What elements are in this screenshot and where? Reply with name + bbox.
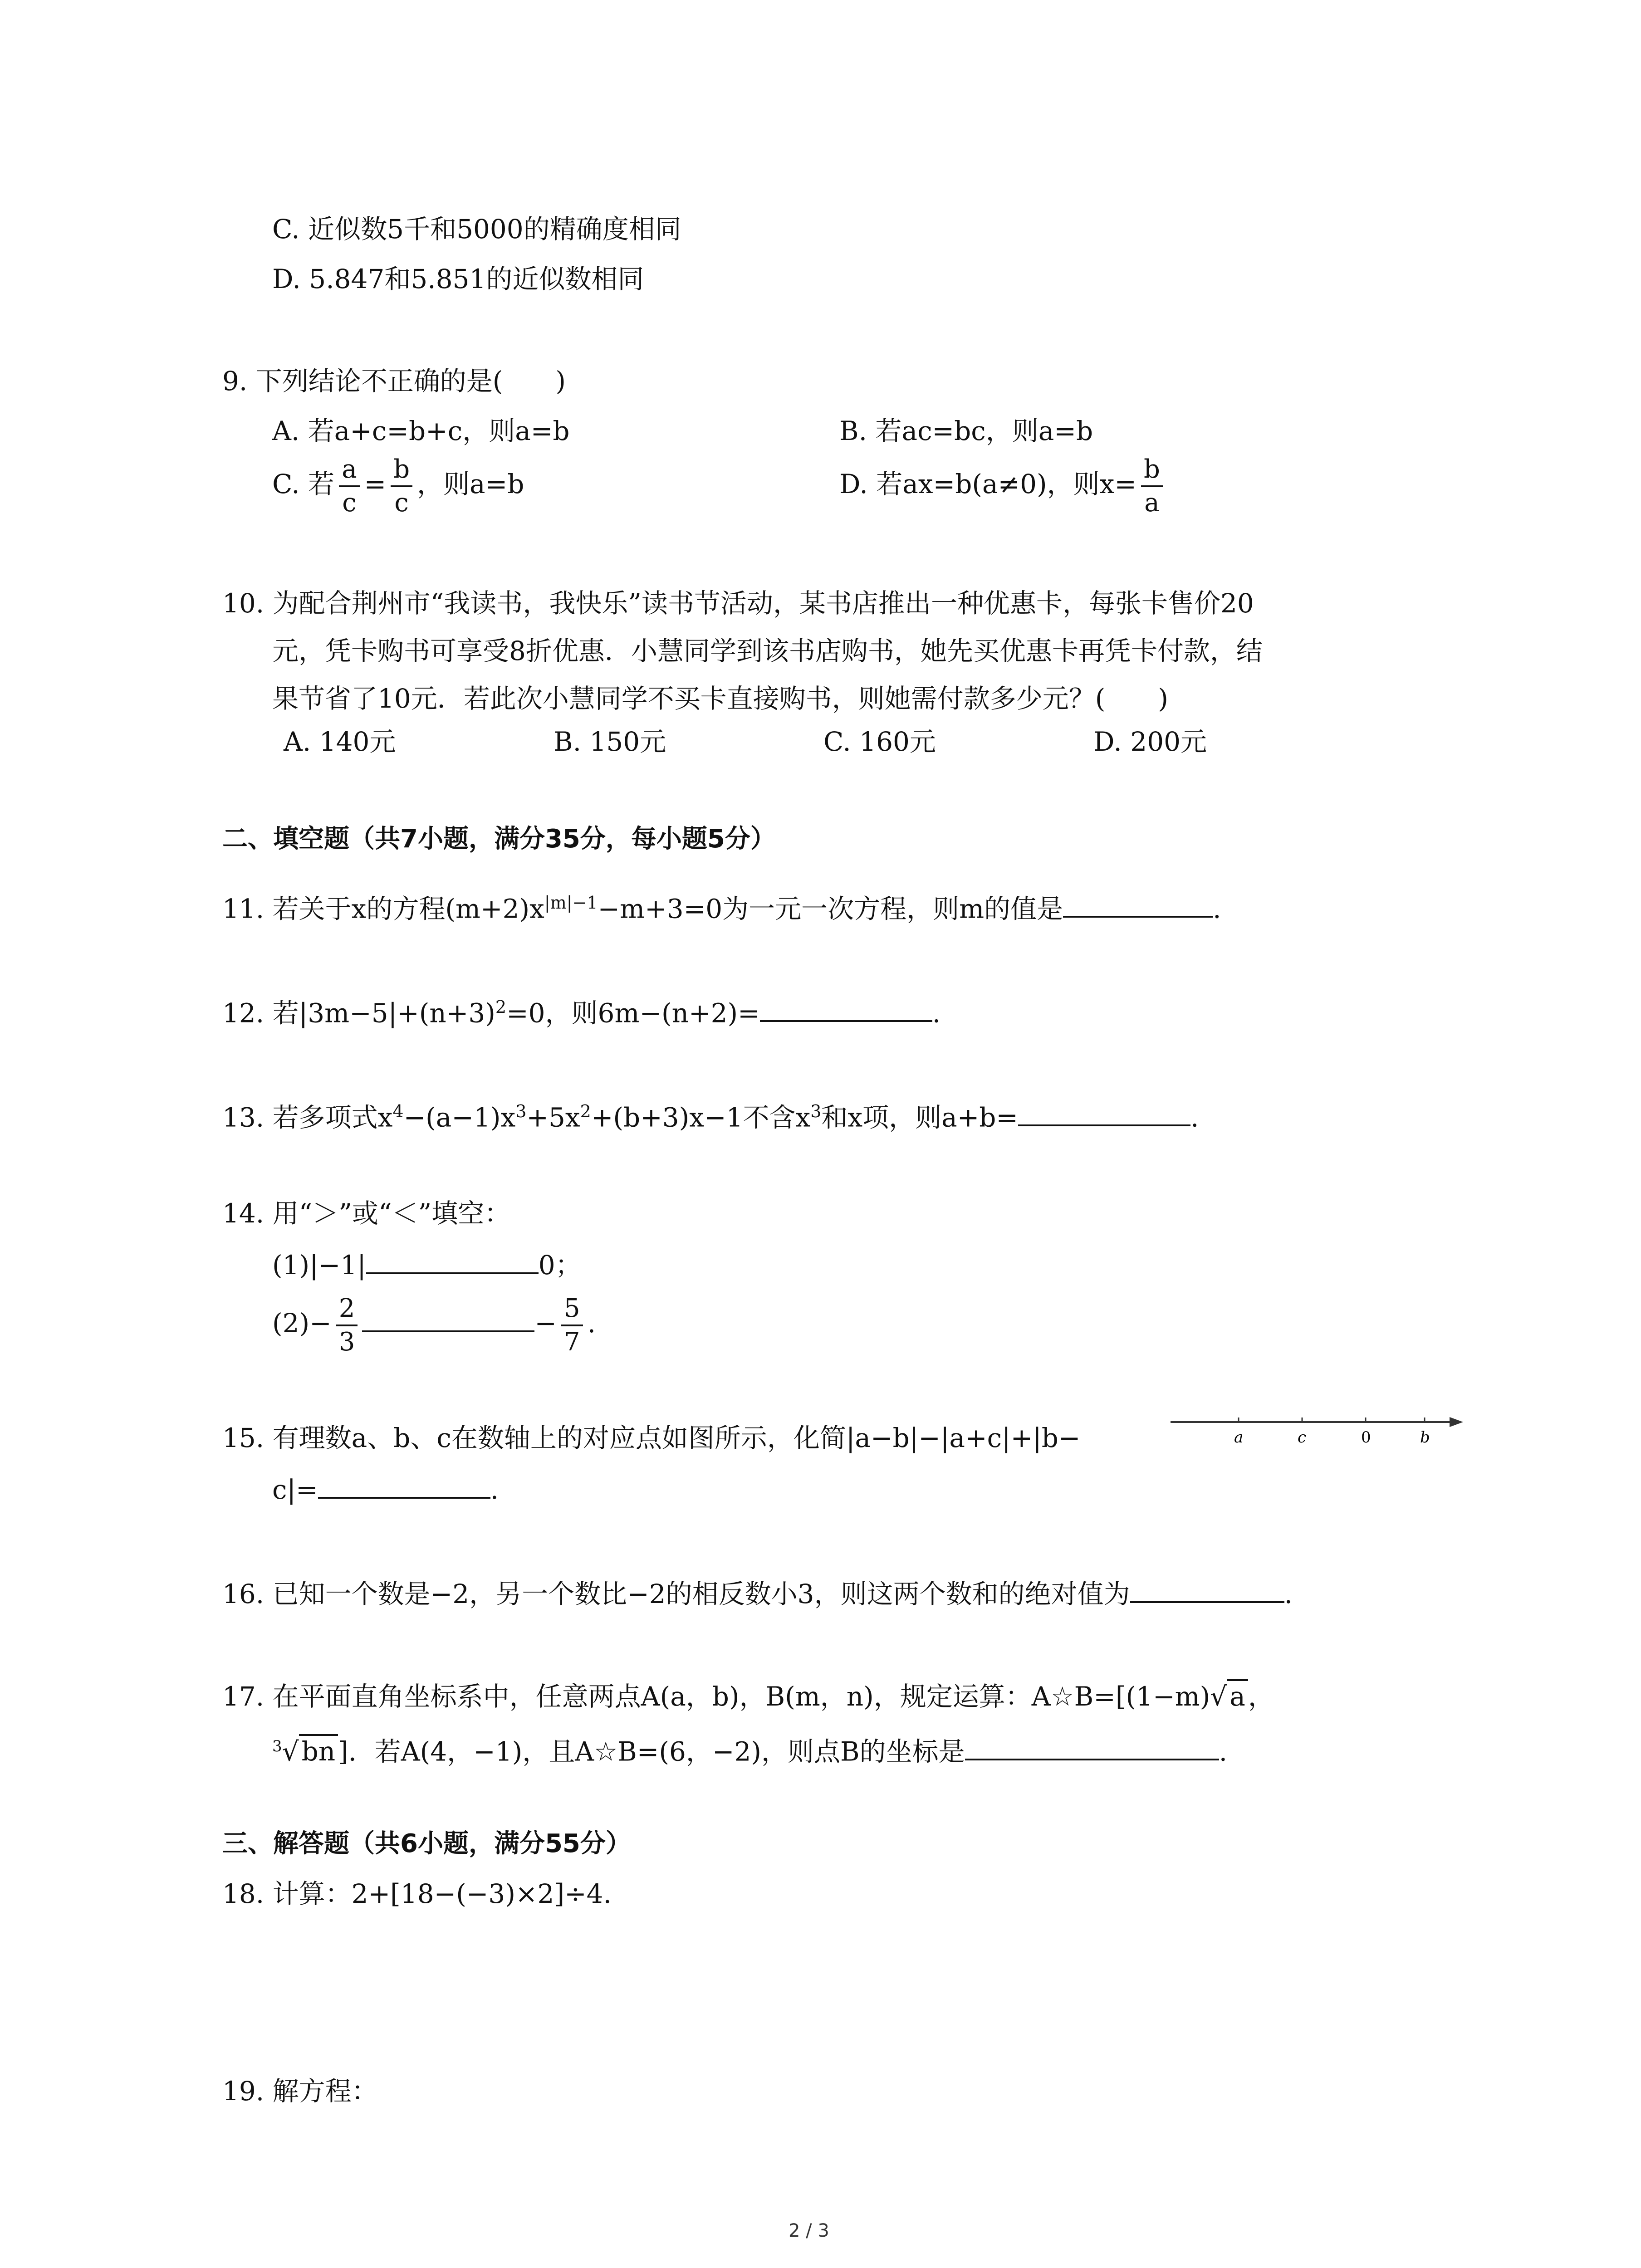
q13-exponent-1: 4	[392, 1101, 404, 1121]
q13	[222, 1093, 1199, 1135]
q15-answer-blank[interactable]	[318, 1470, 490, 1499]
q10-option-d: D. 200元	[1093, 726, 1207, 757]
q10-line-1: 10. 为配合荆州市“我读书，我快乐”读书节活动，某书店推出一种优惠卡，每张卡售价20	[222, 588, 1254, 619]
cube-root-sign: √	[282, 1736, 299, 1767]
fraction-numerator: a	[339, 454, 359, 487]
q13-exponent-2: 3	[515, 1101, 527, 1121]
label-zero: 0	[1361, 1428, 1371, 1447]
q10-option-c: C. 160元	[823, 726, 936, 757]
q14-part-2	[272, 1293, 596, 1358]
cube-root-index: 3	[272, 1737, 282, 1755]
q14-part-2-mid: −	[534, 1308, 557, 1339]
q8-option-d: D. 5.847和5.851的近似数相同	[272, 264, 644, 294]
fraction-numerator: 2	[336, 1293, 358, 1326]
q14-part-1-suffix: 0；	[538, 1250, 582, 1281]
equals-sign: =	[364, 469, 387, 500]
q14-part-2-suffix: .	[587, 1308, 596, 1339]
q11-answer-blank[interactable]	[1063, 889, 1213, 918]
q9-stem: 9. 下列结论不正确的是( )	[222, 366, 566, 396]
q13-exponent-3: 2	[580, 1101, 591, 1121]
q16-end: .	[1284, 1579, 1293, 1609]
q12-end: .	[932, 997, 941, 1029]
fraction-denominator: a	[1144, 488, 1160, 518]
q19: 19. 解方程：	[222, 2076, 378, 2107]
q13-part-2: −(a−1)x	[403, 1102, 516, 1133]
q14-part-1-blank[interactable]	[366, 1245, 539, 1274]
sqrt-sign: √	[1210, 1681, 1227, 1712]
q13-part-5: 和x项，则a+b=	[821, 1102, 1019, 1133]
page-number: 2 / 3	[789, 2220, 829, 2241]
q17-line-1	[222, 1678, 1274, 1715]
q11-suffix: −m+3=0为一元一次方程，则m的值是	[598, 893, 1063, 924]
q11-end: .	[1213, 893, 1221, 924]
q9-option-c-suffix: ，则a=b	[417, 469, 524, 500]
q14-fraction-1	[336, 1293, 358, 1358]
fraction-denominator: 3	[338, 1327, 355, 1357]
q12-exponent: 2	[495, 997, 507, 1017]
number-line-figure	[1166, 1397, 1465, 1452]
q10-line-3: 果节省了10元．若此次小慧同学不买卡直接购书，则她需付款多少元？( )	[272, 683, 1169, 714]
q18: 18. 计算：2+[18−(−3)×2]÷4.	[222, 1878, 612, 1909]
section-2-title: 二、填空题（共7小题，满分35分，每小题5分）	[222, 824, 776, 854]
q16-text: 16. 已知一个数是−2，另一个数比−2的相反数小3，则这两个数和的绝对值为	[222, 1579, 1130, 1609]
q9-option-c-fraction-1	[339, 454, 359, 519]
q12-answer-blank[interactable]	[760, 993, 932, 1022]
q14-part-2-blank[interactable]	[362, 1303, 534, 1332]
q13-part-1: 13. 若多项式x	[222, 1102, 393, 1133]
q12-suffix: =0，则6m−(n+2)=	[506, 997, 760, 1029]
q15-end: .	[490, 1474, 499, 1505]
q9-option-c	[272, 454, 524, 519]
fraction-denominator: c	[394, 488, 409, 518]
label-b: b	[1420, 1428, 1430, 1447]
q11	[222, 885, 1221, 927]
q16	[222, 1574, 1293, 1612]
q9-option-c-fraction-2	[391, 454, 412, 519]
q14-part-1-prefix: (1)|−1|	[272, 1250, 366, 1281]
q17-line-2-text: ]．若A(4，−1)，且A☆B=(6，−2)，则点B的坐标是	[338, 1736, 965, 1767]
label-a: a	[1234, 1428, 1244, 1447]
q9-option-c-prefix: C. 若	[272, 469, 335, 500]
q15-line-1: 15. 有理数a、b、c在数轴上的对应点如图所示，化简|a−b|−|a+c|+|b−	[222, 1422, 1081, 1453]
q9-option-d-fraction	[1141, 454, 1163, 519]
q13-answer-blank[interactable]	[1018, 1097, 1190, 1126]
q14-part-2-prefix: (2)−	[272, 1308, 332, 1339]
q10-option-a: A. 140元	[284, 726, 396, 757]
q12-prefix: 12. 若|3m−5|+(n+3)	[222, 997, 495, 1029]
fraction-numerator: 5	[561, 1293, 583, 1326]
q11-prefix: 11. 若关于x的方程(m+2)x	[222, 893, 544, 924]
q8-option-c: C. 近似数5千和5000的精确度相同	[272, 214, 681, 244]
q13-part-4: +(b+3)x−1不含x	[591, 1102, 811, 1133]
q15-line-2-prefix: c|=	[272, 1474, 318, 1505]
q9-option-d	[839, 454, 1167, 519]
fraction-denominator: 7	[564, 1327, 580, 1357]
q17-line-1-suffix: ，	[1248, 1681, 1274, 1712]
q13-exponent-4: 3	[810, 1101, 822, 1121]
label-c: c	[1298, 1428, 1307, 1447]
q9-option-b: B. 若ac=bc，则a=b	[839, 415, 1093, 446]
q13-part-3: +5x	[526, 1102, 580, 1133]
q10-option-b: B. 150元	[554, 726, 666, 757]
fraction-numerator: b	[391, 454, 412, 487]
q14-stem: 14. 用“＞”或“＜”填空：	[222, 1198, 511, 1229]
q17-line-2	[272, 1728, 1227, 1769]
q14-part-1	[272, 1245, 582, 1283]
q11-exponent: |m|−1	[544, 893, 598, 913]
q9-option-d-prefix: D. 若ax=b(a≠0)，则x=	[839, 469, 1136, 500]
q10-line-2: 元，凭卡购书可享受8折优惠．小慧同学到该书店购书，她先买优惠卡再凭卡付款，结	[272, 635, 1263, 666]
fraction-denominator: c	[342, 488, 357, 518]
q17-end: .	[1219, 1736, 1228, 1767]
q14-fraction-2	[561, 1293, 583, 1358]
q17-radicand: a	[1227, 1679, 1248, 1712]
q13-end: .	[1190, 1102, 1199, 1133]
q12	[222, 989, 941, 1031]
q17-line-1-prefix: 17. 在平面直角坐标系中，任意两点A(a，b)，B(m，n)，规定运算：A☆B=[(1−m)	[222, 1681, 1210, 1712]
q9-option-a: A. 若a+c=b+c，则a=b	[272, 415, 570, 446]
section-3-title: 三、解答题（共6小题，满分55分）	[222, 1829, 631, 1858]
q15-line-2	[272, 1470, 499, 1508]
fraction-numerator: b	[1141, 454, 1163, 487]
q17-cube-radicand: bn	[299, 1734, 338, 1767]
q17-answer-blank[interactable]	[965, 1731, 1219, 1760]
number-line-arrow	[1450, 1417, 1463, 1427]
q16-answer-blank[interactable]	[1130, 1574, 1284, 1603]
